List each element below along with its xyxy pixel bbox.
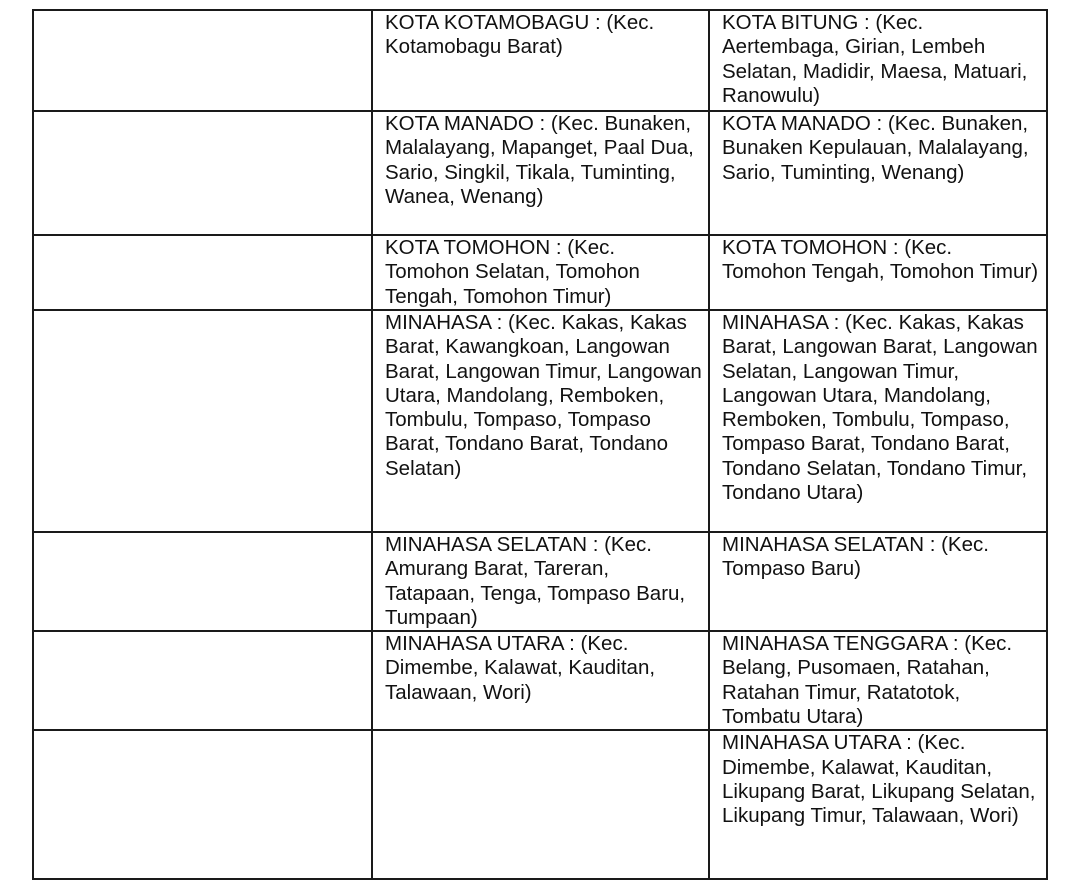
table-cell-empty	[33, 310, 372, 532]
table-cell-empty	[33, 532, 372, 631]
cell-text: MINAHASA SELATAN : (Kec. Amurang Barat, Tareran, Tatapaan, Tenga, Tompaso Baru, Tumpaan)	[385, 533, 686, 629]
table-cell-empty	[33, 631, 372, 730]
cell-text: KOTA MANADO : (Kec. Bunaken, Bunaken Kepulauan, Malalayang, Sario, Tuminting, Wenang)	[722, 112, 1029, 184]
table-cell	[709, 631, 1047, 730]
table-row	[33, 310, 1047, 532]
cell-text: MINAHASA UTARA : (Kec. Dimembe, Kalawat, Kauditan, Likupang Barat, Likupang Selatan, Likupang Timur, Talawaan, Wori)	[722, 731, 1036, 828]
table-cell-empty	[33, 235, 372, 310]
table-cell	[709, 730, 1047, 879]
table-cell-empty	[372, 730, 709, 879]
cell-text: KOTA KOTAMOBAGU : (Kec. Kotamobagu Barat)	[385, 11, 655, 59]
table-cell	[709, 111, 1047, 235]
table-row	[33, 730, 1047, 879]
table-cell-empty	[33, 111, 372, 235]
table-cell	[372, 631, 709, 730]
cell-text: KOTA TOMOHON : (Kec. Tomohon Tengah, Tomohon Timur)	[722, 236, 1039, 284]
table-cell	[372, 532, 709, 631]
table-cell	[709, 10, 1047, 111]
table-row	[33, 235, 1047, 310]
table-row	[33, 631, 1047, 730]
table-cell	[372, 10, 709, 111]
table-cell	[372, 310, 709, 532]
table-cell-empty	[33, 730, 372, 879]
cell-text: MINAHASA UTARA : (Kec. Dimembe, Kalawat, Kauditan, Talawaan, Wori)	[385, 632, 656, 704]
cell-text: MINAHASA : (Kec. Kakas, Kakas Barat, Kawangkoan, Langowan Barat, Langowan Timur, Langowan Utara, Mandolang, Remboken, Tombulu, Tompaso, Tompaso Barat, Tondano Barat, Tondano Selatan)	[385, 311, 702, 480]
table-cell	[372, 111, 709, 235]
table-cell	[709, 532, 1047, 631]
cell-text: MINAHASA TENGGARA : (Kec. Belang, Pusomaen, Ratahan, Ratahan Timur, Ratatotok, Tombatu Utara)	[722, 632, 1013, 729]
table-cell	[709, 235, 1047, 310]
table-row	[33, 10, 1047, 111]
cell-text: KOTA TOMOHON : (Kec. Tomohon Selatan, Tomohon Tengah, Tomohon Timur)	[385, 236, 640, 308]
table-cell	[709, 310, 1047, 532]
cell-text: KOTA MANADO : (Kec. Bunaken, Malalayang, Mapanget, Paal Dua, Sario, Singkil, Tikala, Tuminting, Wanea, Wenang)	[385, 112, 694, 208]
region-table	[32, 9, 1048, 880]
cell-text: MINAHASA : (Kec. Kakas, Kakas Barat, Langowan Barat, Langowan Selatan, Langowan Timur, Langowan Utara, Mandolang, Remboken, Tombulu, Tompaso, Tompaso Barat, Tondano Barat, Tondano Selatan, Tondano Timur, Tondano Utara)	[722, 311, 1038, 505]
table-row	[33, 111, 1047, 235]
table-row	[33, 532, 1047, 631]
table-cell	[372, 235, 709, 310]
cell-text: KOTA BITUNG : (Kec. Aertembaga, Girian, Lembeh Selatan, Madidir, Maesa, Matuari, Ranowulu)	[722, 11, 1028, 107]
table-cell-empty	[33, 10, 372, 111]
cell-text: MINAHASA SELATAN : (Kec. Tompaso Baru)	[722, 533, 989, 581]
